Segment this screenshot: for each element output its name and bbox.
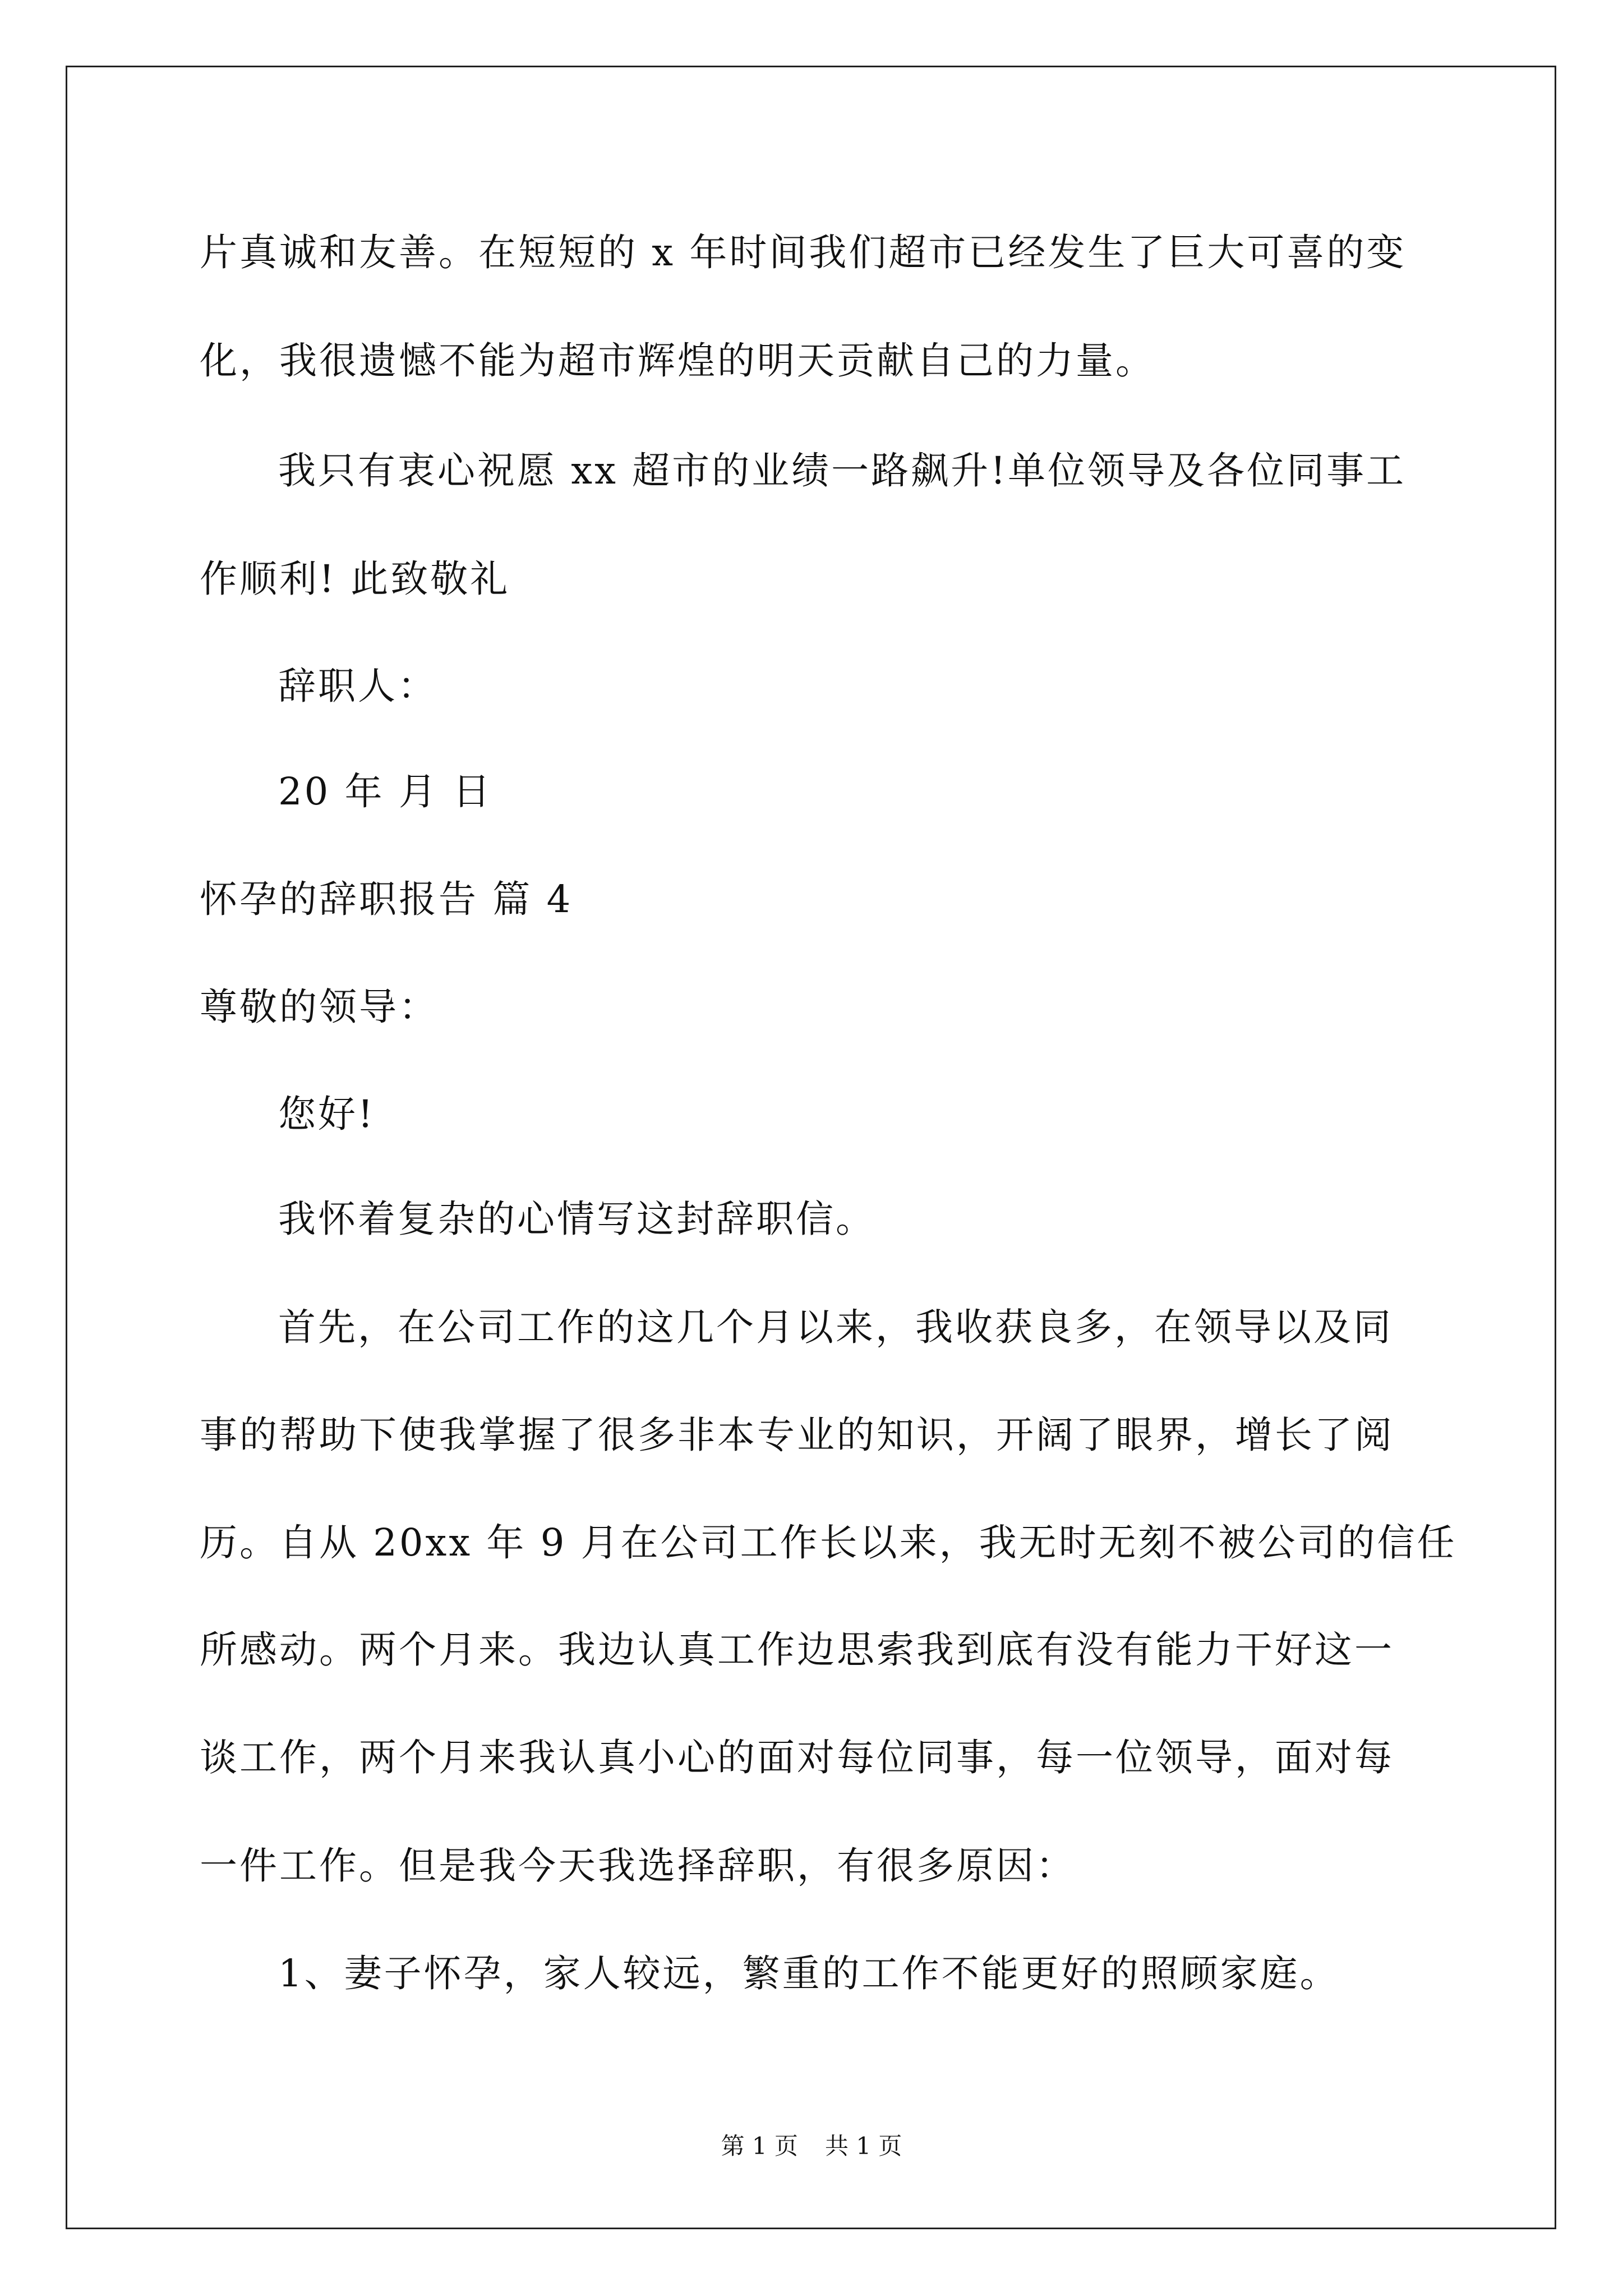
page-border — [66, 66, 1556, 2229]
text-line: 首先，在公司工作的这几个月以来，我收获良多，在领导以及同 — [278, 1305, 1393, 1349]
section-title: 怀孕的辞职报告 篇 4 — [200, 877, 573, 921]
text-line: 我怀着复杂的心情写这封辞职信。 — [278, 1197, 875, 1241]
page-total: 共 1 页 — [825, 2132, 902, 2160]
salutation: 尊敬的领导： — [200, 985, 439, 1029]
text-line: 谈工作，两个月来我认真小心的面对每位同事，每一位领导，面对每 — [200, 1736, 1394, 1779]
text-line: 作顺利! 此致敬礼 — [200, 557, 510, 601]
text-line: 所感动。两个月来。我边认真工作边思索我到底有没有能力干好这一 — [200, 1628, 1394, 1672]
signer-label: 辞职人： — [278, 664, 437, 708]
text-line: 一件工作。但是我今天我选择辞职，有很多原因： — [200, 1844, 1076, 1888]
date-line: 20 年 月 日 — [278, 770, 493, 813]
text-line: 片真诚和友善。在短短的 x 年时间我们超市已经发生了巨大可喜的变 — [200, 231, 1407, 274]
text-line: 1、妻子怀孕，家人较远，繁重的工作不能更好的照顾家庭。 — [278, 1952, 1340, 1995]
text-line: 历。自从 20xx 年 9 月在公司工作长以来，我无时无刻不被公司的信任 — [200, 1521, 1457, 1565]
text-line: 化，我很遗憾不能为超市辉煌的明天贡献自己的力量。 — [200, 339, 1155, 383]
text-line: 我只有衷心祝愿 xx 超市的业绩一路飙升!单位领导及各位同事工 — [278, 449, 1407, 493]
greeting: 您好! — [278, 1092, 375, 1136]
text-line: 事的帮助下使我掌握了很多非本专业的知识，开阔了眼界，增长了阅 — [200, 1413, 1394, 1457]
page-number: 第 1 页 — [721, 2132, 798, 2160]
page-footer — [0, 2134, 1623, 2158]
